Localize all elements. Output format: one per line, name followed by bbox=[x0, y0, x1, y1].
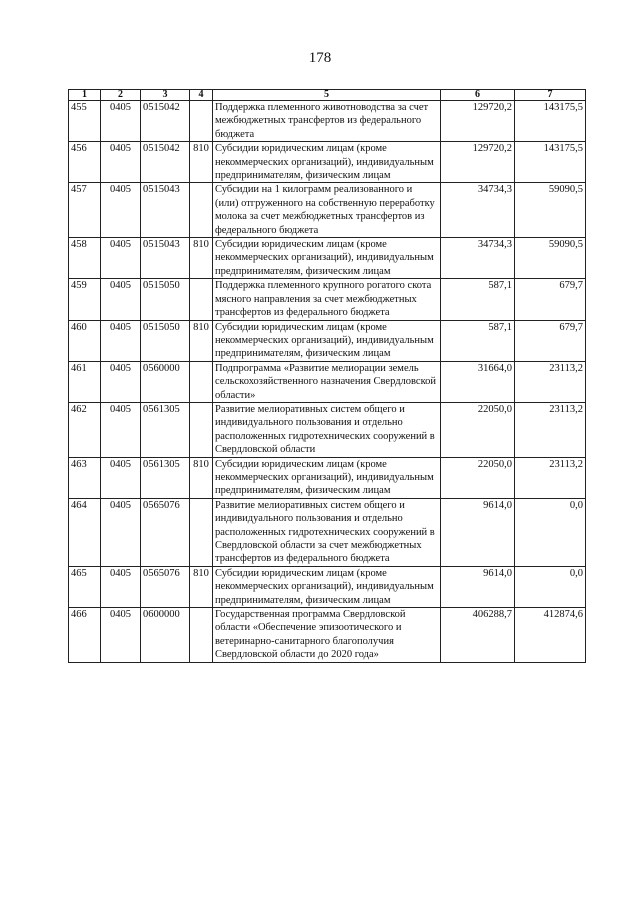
expense-type-cell bbox=[190, 279, 213, 320]
target-code-cell: 0560000 bbox=[141, 361, 190, 402]
table-row bbox=[69, 183, 586, 238]
row-number-cell: 455 bbox=[69, 101, 101, 142]
table-header-row bbox=[69, 90, 586, 101]
row-number-cell: 466 bbox=[69, 608, 101, 663]
amount-col6-cell: 587,1 bbox=[441, 279, 515, 320]
section-code-cell: 0405 bbox=[101, 608, 141, 663]
expense-type-cell bbox=[190, 498, 213, 566]
column-header: 4 bbox=[190, 90, 213, 101]
amount-col6-cell: 129720,2 bbox=[441, 142, 515, 183]
section-code-cell: 0405 bbox=[101, 320, 141, 361]
section-code-cell: 0405 bbox=[101, 361, 141, 402]
row-number-cell: 465 bbox=[69, 566, 101, 607]
expense-type-cell: 810 bbox=[190, 238, 213, 279]
row-number-cell: 459 bbox=[69, 279, 101, 320]
row-number-cell: 460 bbox=[69, 320, 101, 361]
amount-col6-cell: 22050,0 bbox=[441, 457, 515, 498]
section-code-cell: 0405 bbox=[101, 566, 141, 607]
target-code-cell: 0600000 bbox=[141, 608, 190, 663]
page-number: 178 bbox=[308, 50, 332, 66]
section-code-cell: 0405 bbox=[101, 142, 141, 183]
amount-col6-cell: 34734,3 bbox=[441, 183, 515, 238]
row-number-cell: 462 bbox=[69, 402, 101, 457]
table-row bbox=[69, 457, 586, 498]
expense-type-cell: 810 bbox=[190, 320, 213, 361]
amount-col7-cell: 23113,2 bbox=[515, 457, 586, 498]
column-header: 7 bbox=[515, 90, 586, 101]
row-number-cell: 456 bbox=[69, 142, 101, 183]
target-code-cell: 0565076 bbox=[141, 498, 190, 566]
amount-col7-cell: 23113,2 bbox=[515, 361, 586, 402]
column-header: 6 bbox=[441, 90, 515, 101]
section-code-cell: 0405 bbox=[101, 238, 141, 279]
item-name-cell: Поддержка племенного крупного рогатого скота мясного направления за счет межбюджетных трансфертов из федерального бюджета bbox=[213, 279, 441, 320]
row-number-cell: 461 bbox=[69, 361, 101, 402]
table-row bbox=[69, 101, 586, 142]
item-name-cell: Субсидии юридическим лицам (кроме некоммерческих организаций), индивидуальным предпринимателям, физическим лицам bbox=[213, 142, 441, 183]
table-row bbox=[69, 279, 586, 320]
table-row bbox=[69, 402, 586, 457]
expense-type-cell bbox=[190, 101, 213, 142]
amount-col7-cell: 143175,5 bbox=[515, 142, 586, 183]
table-body bbox=[69, 101, 586, 663]
amount-col6-cell: 34734,3 bbox=[441, 238, 515, 279]
item-name-cell: Развитие мелиоративных систем общего и индивидуального пользования и отдельно расположенных гидротехнических сооружений в Свердловской области bbox=[213, 402, 441, 457]
target-code-cell: 0515042 bbox=[141, 101, 190, 142]
item-name-cell: Подпрограмма «Развитие мелиорации земель сельскохозяйственного назначения Свердловской области» bbox=[213, 361, 441, 402]
item-name-cell: Субсидии юридическим лицам (кроме некоммерческих организаций), индивидуальным предпринимателям, физическим лицам bbox=[213, 238, 441, 279]
amount-col7-cell: 412874,6 bbox=[515, 608, 586, 663]
amount-col7-cell: 679,7 bbox=[515, 320, 586, 361]
item-name-cell: Субсидии юридическим лицам (кроме некоммерческих организаций), индивидуальным предпринимателям, физическим лицам bbox=[213, 320, 441, 361]
expense-type-cell: 810 bbox=[190, 142, 213, 183]
amount-col6-cell: 587,1 bbox=[441, 320, 515, 361]
target-code-cell: 0561305 bbox=[141, 402, 190, 457]
amount-col7-cell: 23113,2 bbox=[515, 402, 586, 457]
column-header: 5 bbox=[213, 90, 441, 101]
amount-col6-cell: 22050,0 bbox=[441, 402, 515, 457]
expense-type-cell bbox=[190, 608, 213, 663]
amount-col6-cell: 129720,2 bbox=[441, 101, 515, 142]
target-code-cell: 0515050 bbox=[141, 320, 190, 361]
target-code-cell: 0565076 bbox=[141, 566, 190, 607]
table-row bbox=[69, 320, 586, 361]
table-row bbox=[69, 361, 586, 402]
table-row bbox=[69, 566, 586, 607]
row-number-cell: 463 bbox=[69, 457, 101, 498]
amount-col7-cell: 0,0 bbox=[515, 498, 586, 566]
target-code-cell: 0515043 bbox=[141, 238, 190, 279]
item-name-cell: Субсидии на 1 килограмм реализованного и (или) отгруженного на собственную переработку молока за счет межбюджетных трансфертов из федерального бюджета bbox=[213, 183, 441, 238]
column-header: 1 bbox=[69, 90, 101, 101]
amount-col6-cell: 9614,0 bbox=[441, 498, 515, 566]
expense-type-cell bbox=[190, 402, 213, 457]
item-name-cell: Поддержка племенного животноводства за счет межбюджетных трансфертов из федерального бюджета bbox=[213, 101, 441, 142]
table-row bbox=[69, 498, 586, 566]
row-number-cell: 457 bbox=[69, 183, 101, 238]
section-code-cell: 0405 bbox=[101, 457, 141, 498]
item-name-cell: Развитие мелиоративных систем общего и индивидуального пользования и отдельно расположенных гидротехнических сооружений в Свердловской области за счет межбюджетных трансфертов из федерального бюджета bbox=[213, 498, 441, 566]
expense-type-cell: 810 bbox=[190, 457, 213, 498]
item-name-cell: Субсидии юридическим лицам (кроме некоммерческих организаций), индивидуальным предпринимателям, физическим лицам bbox=[213, 566, 441, 607]
budget-table bbox=[68, 89, 586, 663]
column-header: 2 bbox=[101, 90, 141, 101]
target-code-cell: 0561305 bbox=[141, 457, 190, 498]
item-name-cell: Государственная программа Свердловской области «Обеспечение эпизоотического и ветеринарно-санитарного благополучия Свердловской области до 2020 года» bbox=[213, 608, 441, 663]
amount-col7-cell: 143175,5 bbox=[515, 101, 586, 142]
section-code-cell: 0405 bbox=[101, 402, 141, 457]
amount-col7-cell: 0,0 bbox=[515, 566, 586, 607]
section-code-cell: 0405 bbox=[101, 279, 141, 320]
row-number-cell: 464 bbox=[69, 498, 101, 566]
amount-col6-cell: 406288,7 bbox=[441, 608, 515, 663]
section-code-cell: 0405 bbox=[101, 183, 141, 238]
column-header: 3 bbox=[141, 90, 190, 101]
amount-col7-cell: 59090,5 bbox=[515, 183, 586, 238]
section-code-cell: 0405 bbox=[101, 101, 141, 142]
target-code-cell: 0515050 bbox=[141, 279, 190, 320]
row-number-cell: 458 bbox=[69, 238, 101, 279]
table-row bbox=[69, 608, 586, 663]
target-code-cell: 0515042 bbox=[141, 142, 190, 183]
expense-type-cell: 810 bbox=[190, 566, 213, 607]
amount-col6-cell: 31664,0 bbox=[441, 361, 515, 402]
expense-type-cell bbox=[190, 183, 213, 238]
expense-type-cell bbox=[190, 361, 213, 402]
table-row bbox=[69, 238, 586, 279]
table-row bbox=[69, 142, 586, 183]
amount-col7-cell: 59090,5 bbox=[515, 238, 586, 279]
item-name-cell: Субсидии юридическим лицам (кроме некоммерческих организаций), индивидуальным предпринимателям, физическим лицам bbox=[213, 457, 441, 498]
amount-col7-cell: 679,7 bbox=[515, 279, 586, 320]
amount-col6-cell: 9614,0 bbox=[441, 566, 515, 607]
section-code-cell: 0405 bbox=[101, 498, 141, 566]
target-code-cell: 0515043 bbox=[141, 183, 190, 238]
